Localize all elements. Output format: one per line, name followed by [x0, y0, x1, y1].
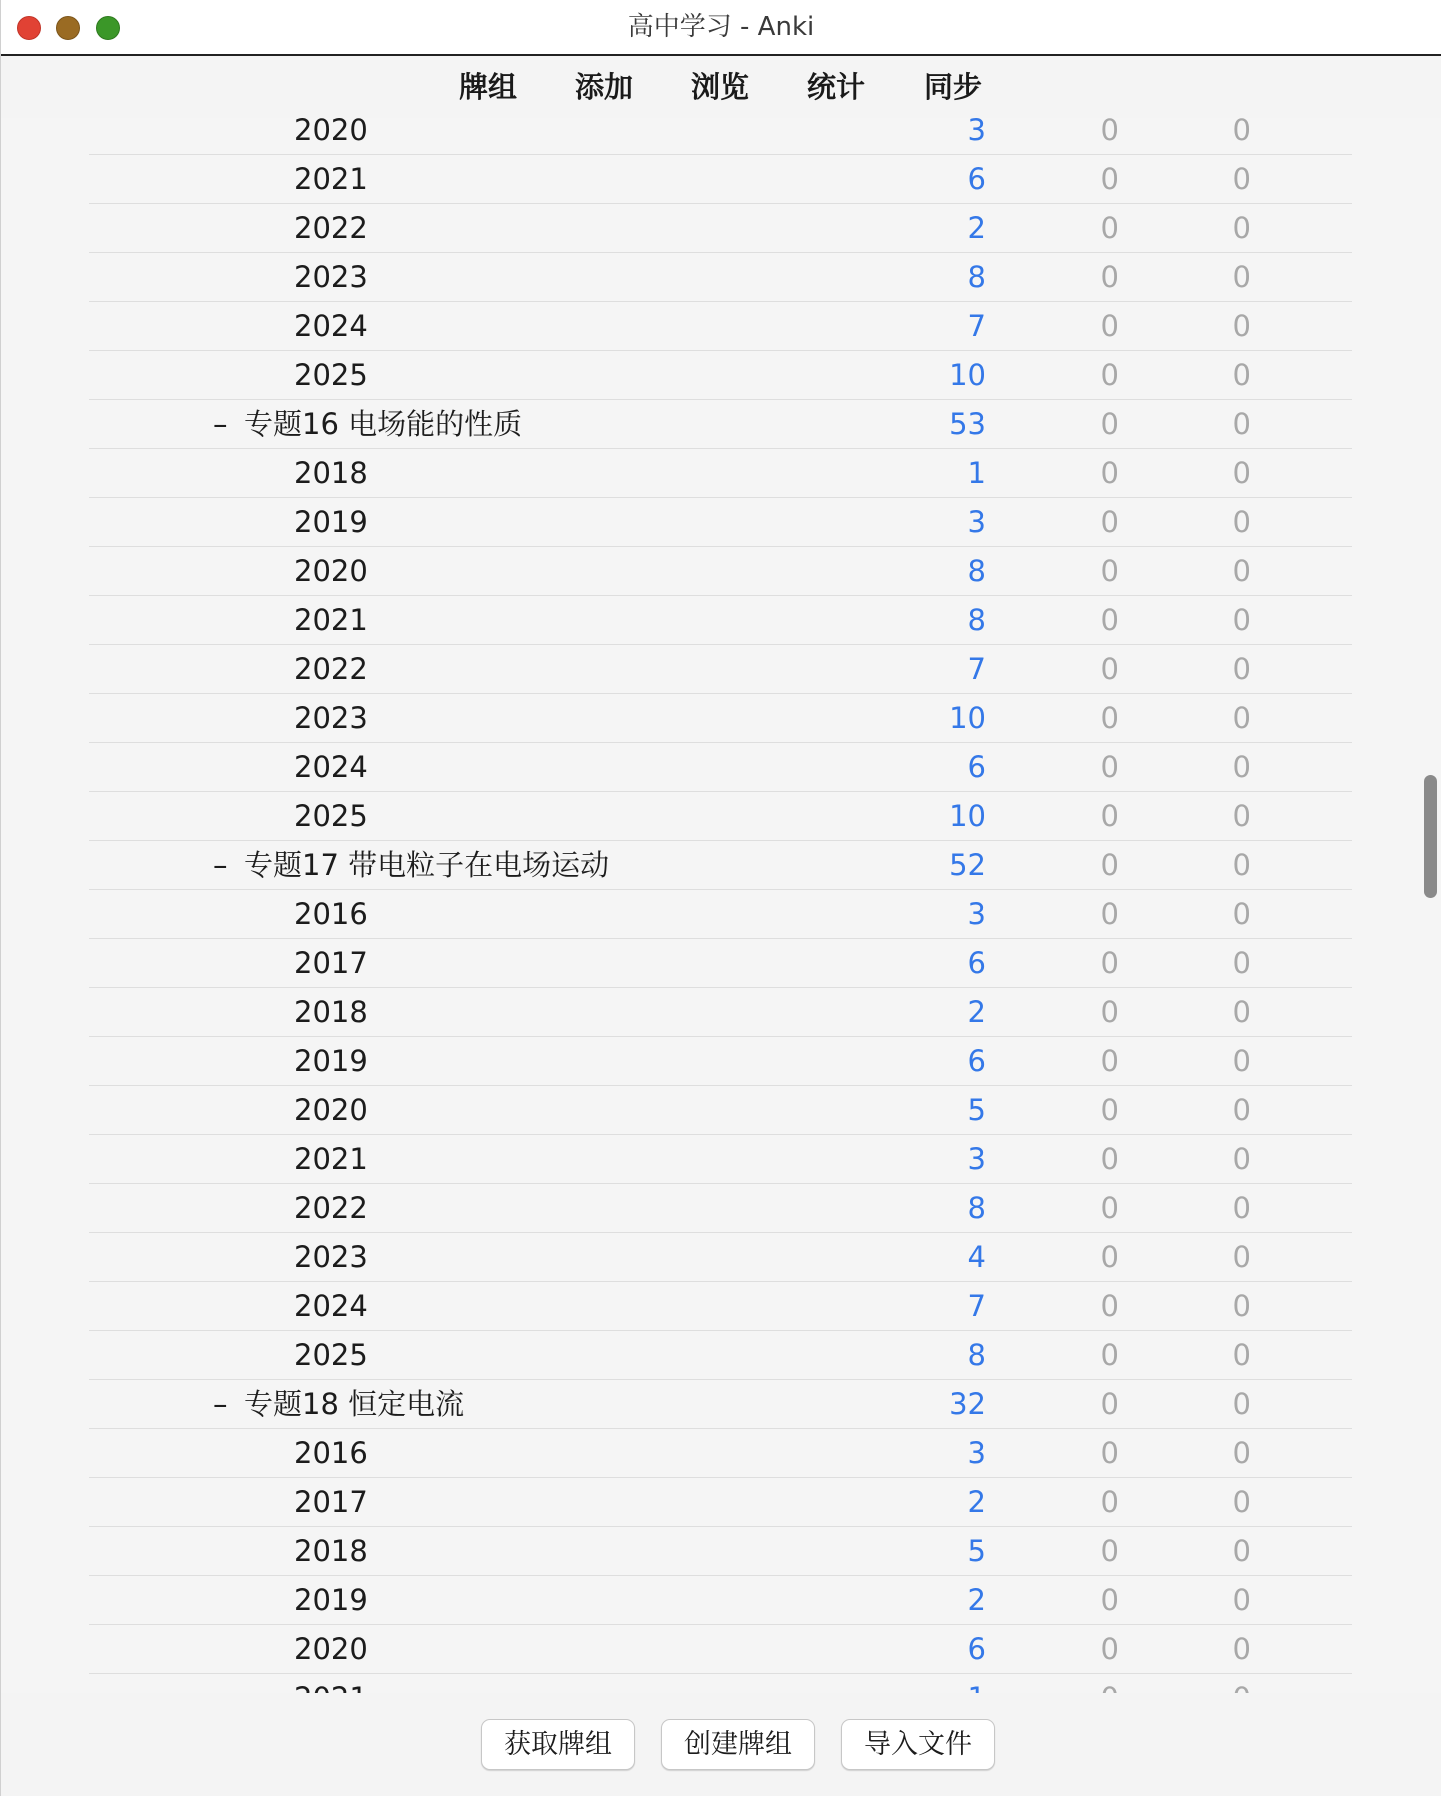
deck-name[interactable]: 2021 [294, 162, 368, 196]
review-count: 0 [1232, 1191, 1251, 1225]
deck-row[interactable] [89, 596, 1352, 645]
learn-count: 0 [1100, 407, 1119, 441]
deck-name[interactable]: 2025 [294, 799, 368, 833]
deck-row[interactable] [89, 1282, 1352, 1331]
import-file-button[interactable]: 导入文件 [841, 1719, 995, 1770]
deck-name[interactable]: 2021 [294, 603, 368, 637]
deck-name[interactable]: 2020 [294, 113, 368, 147]
due-count: 7 [967, 652, 986, 686]
due-count: 2 [967, 211, 986, 245]
deck-row[interactable] [89, 547, 1352, 596]
learn-count: 0 [1100, 1240, 1119, 1274]
deck-name[interactable]: 2020 [294, 1632, 368, 1666]
deck-name[interactable]: 2022 [294, 652, 368, 686]
learn-count: 0 [1100, 701, 1119, 735]
due-count: 10 [949, 358, 986, 392]
due-count: 10 [949, 799, 986, 833]
learn-count: 0 [1100, 113, 1119, 147]
due-count: 7 [967, 1289, 986, 1323]
review-count: 0 [1232, 701, 1251, 735]
deck-row[interactable] [89, 645, 1352, 694]
deck-row[interactable] [89, 155, 1352, 204]
deck-row[interactable] [89, 1037, 1352, 1086]
due-count: 6 [967, 162, 986, 196]
deck-row[interactable] [89, 1429, 1352, 1478]
review-count: 0 [1232, 1240, 1251, 1274]
deck-name[interactable]: 2020 [294, 1093, 368, 1127]
tab-add[interactable]: 添加 [574, 70, 633, 104]
deck-row[interactable] [89, 1625, 1352, 1674]
deck-name[interactable]: 2025 [294, 358, 368, 392]
collapse-toggle[interactable]: – [213, 848, 228, 882]
learn-count: 0 [1100, 995, 1119, 1029]
deck-row[interactable] [89, 106, 1352, 155]
learn-count: 0 [1100, 897, 1119, 931]
deck-name[interactable]: 2019 [294, 1583, 368, 1617]
review-count: 0 [1232, 1142, 1251, 1176]
deck-name[interactable]: 2022 [294, 1191, 368, 1225]
review-count: 0 [1232, 750, 1251, 784]
review-count: 0 [1232, 799, 1251, 833]
deck-row[interactable] [89, 204, 1352, 253]
deck-name[interactable]: 2023 [294, 1240, 368, 1274]
review-count: 0 [1232, 1632, 1251, 1666]
deck-name[interactable]: 2023 [294, 260, 368, 294]
deck-name[interactable]: 2016 [294, 897, 368, 931]
review-count: 0 [1232, 1436, 1251, 1470]
deck-row-parent[interactable] [89, 1380, 1352, 1429]
title-bar [1, 0, 1441, 56]
due-count: 8 [967, 1191, 986, 1225]
deck-row[interactable] [89, 743, 1352, 792]
deck-row[interactable] [89, 939, 1352, 988]
due-count: 3 [967, 897, 986, 931]
deck-row-parent[interactable] [89, 400, 1352, 449]
review-count: 0 [1232, 505, 1251, 539]
due-count: 4 [967, 1240, 986, 1274]
review-count: 0 [1232, 1338, 1251, 1372]
learn-count: 0 [1100, 1044, 1119, 1078]
due-count: 8 [967, 603, 986, 637]
review-count: 0 [1232, 407, 1251, 441]
review-count: 0 [1232, 1387, 1251, 1421]
learn-count: 0 [1100, 260, 1119, 294]
learn-count: 0 [1100, 1191, 1119, 1225]
review-count: 0 [1232, 1583, 1251, 1617]
deck-row[interactable] [89, 253, 1352, 302]
tab-decks[interactable]: 牌组 [458, 70, 517, 104]
review-count: 0 [1232, 1485, 1251, 1519]
review-count: 0 [1232, 652, 1251, 686]
deck-row[interactable] [89, 449, 1352, 498]
learn-count: 0 [1100, 1338, 1119, 1372]
review-count: 0 [1232, 456, 1251, 490]
learn-count: 0 [1100, 1485, 1119, 1519]
deck-row[interactable] [89, 890, 1352, 939]
due-count: 5 [967, 1534, 986, 1568]
learn-count: 0 [1100, 1387, 1119, 1421]
due-count: 3 [967, 1436, 986, 1470]
deck-row[interactable] [89, 498, 1352, 547]
due-count: 32 [949, 1387, 986, 1421]
due-count: 2 [967, 1583, 986, 1617]
review-count: 0 [1232, 554, 1251, 588]
learn-count: 0 [1100, 162, 1119, 196]
due-count: 7 [967, 309, 986, 343]
review-count: 0 [1232, 1044, 1251, 1078]
due-count: 53 [949, 407, 986, 441]
due-count: 8 [967, 554, 986, 588]
learn-count: 0 [1100, 652, 1119, 686]
due-count: 5 [967, 1093, 986, 1127]
learn-count: 0 [1100, 1093, 1119, 1127]
deck-row[interactable] [89, 1184, 1352, 1233]
get-shared-decks-button[interactable]: 获取牌组 [481, 1719, 635, 1770]
due-count: 2 [967, 995, 986, 1029]
due-count: 52 [949, 848, 986, 882]
due-count: 6 [967, 946, 986, 980]
review-count: 0 [1232, 162, 1251, 196]
due-count: 8 [967, 1338, 986, 1372]
due-count: 6 [967, 750, 986, 784]
review-count: 0 [1232, 1093, 1251, 1127]
deck-row[interactable] [89, 694, 1352, 743]
deck-row[interactable] [89, 988, 1352, 1037]
deck-row[interactable] [89, 1086, 1352, 1135]
learn-count: 0 [1100, 1436, 1119, 1470]
review-count: 0 [1232, 848, 1251, 882]
learn-count: 0 [1100, 309, 1119, 343]
deck-list [1, 113, 1441, 1693]
review-count: 0 [1232, 309, 1251, 343]
deck-name[interactable]: 专题17 带电粒子在电场运动 [244, 848, 610, 882]
deck-name[interactable]: 2025 [294, 1338, 368, 1372]
deck-name[interactable]: 专题16 电场能的性质 [244, 407, 523, 441]
deck-name[interactable]: 2023 [294, 701, 368, 735]
learn-count: 0 [1100, 1583, 1119, 1617]
review-count: 0 [1232, 211, 1251, 245]
deck-name[interactable]: 2019 [294, 505, 368, 539]
create-deck-button[interactable]: 创建牌组 [661, 1719, 815, 1770]
due-count: 3 [967, 505, 986, 539]
learn-count: 0 [1100, 603, 1119, 637]
deck-row[interactable] [89, 1576, 1352, 1625]
deck-name[interactable]: 2016 [294, 1436, 368, 1470]
review-count: 0 [1232, 995, 1251, 1029]
learn-count: 0 [1100, 1632, 1119, 1666]
deck-name[interactable]: 2024 [294, 1289, 368, 1323]
review-count: 0 [1232, 946, 1251, 980]
deck-name[interactable]: 2022 [294, 211, 368, 245]
deck-name[interactable]: 2017 [294, 1485, 368, 1519]
tab-browse[interactable]: 浏览 [690, 70, 749, 104]
deck-row[interactable] [89, 1233, 1352, 1282]
deck-name[interactable]: 2024 [294, 750, 368, 784]
deck-row[interactable] [89, 792, 1352, 841]
review-count: 0 [1232, 1534, 1251, 1568]
deck-name[interactable]: 2018 [294, 995, 368, 1029]
deck-row[interactable] [89, 1527, 1352, 1576]
learn-count: 0 [1100, 554, 1119, 588]
window-title: 高中学习 - Anki [627, 12, 815, 42]
review-count: 0 [1232, 113, 1251, 147]
review-count: 0 [1232, 260, 1251, 294]
learn-count: 0 [1100, 358, 1119, 392]
learn-count: 0 [1100, 946, 1119, 980]
due-count: 3 [967, 113, 986, 147]
deck-row[interactable] [89, 1478, 1352, 1527]
deck-name[interactable]: 2019 [294, 1044, 368, 1078]
vertical-scrollbar[interactable] [1424, 775, 1437, 898]
collapse-toggle[interactable]: – [213, 1387, 228, 1421]
review-count: 0 [1232, 897, 1251, 931]
learn-count: 0 [1100, 750, 1119, 784]
due-count: 10 [949, 701, 986, 735]
deck-name[interactable]: 2018 [294, 1534, 368, 1568]
deck-name[interactable]: 2024 [294, 309, 368, 343]
due-count: 3 [967, 1142, 986, 1176]
learn-count: 0 [1100, 211, 1119, 245]
deck-name[interactable]: 2020 [294, 554, 368, 588]
review-count: 0 [1232, 603, 1251, 637]
learn-count: 0 [1100, 848, 1119, 882]
deck-name[interactable]: 专题18 恒定电流 [244, 1387, 465, 1421]
learn-count: 0 [1100, 1142, 1119, 1176]
due-count: 2 [967, 1485, 986, 1519]
learn-count: 0 [1100, 456, 1119, 490]
tab-stats[interactable]: 统计 [806, 70, 865, 104]
deck-row[interactable] [89, 1331, 1352, 1380]
deck-row[interactable] [89, 351, 1352, 400]
review-count: 0 [1232, 1289, 1251, 1323]
deck-name[interactable]: 2021 [294, 1142, 368, 1176]
bottom-bar [1, 1693, 1441, 1796]
deck-row-parent[interactable] [89, 841, 1352, 890]
tab-sync[interactable]: 同步 [923, 70, 982, 104]
due-count: 6 [967, 1632, 986, 1666]
learn-count: 0 [1100, 1289, 1119, 1323]
learn-count: 0 [1100, 799, 1119, 833]
deck-name[interactable]: 2018 [294, 456, 368, 490]
learn-count: 0 [1100, 1534, 1119, 1568]
review-count: 0 [1232, 358, 1251, 392]
collapse-toggle[interactable]: – [213, 407, 228, 441]
due-count: 6 [967, 1044, 986, 1078]
deck-row[interactable] [89, 302, 1352, 351]
learn-count: 0 [1100, 505, 1119, 539]
deck-name[interactable]: 2017 [294, 946, 368, 980]
due-count: 1 [967, 456, 986, 490]
due-count: 8 [967, 260, 986, 294]
deck-row[interactable] [89, 1135, 1352, 1184]
